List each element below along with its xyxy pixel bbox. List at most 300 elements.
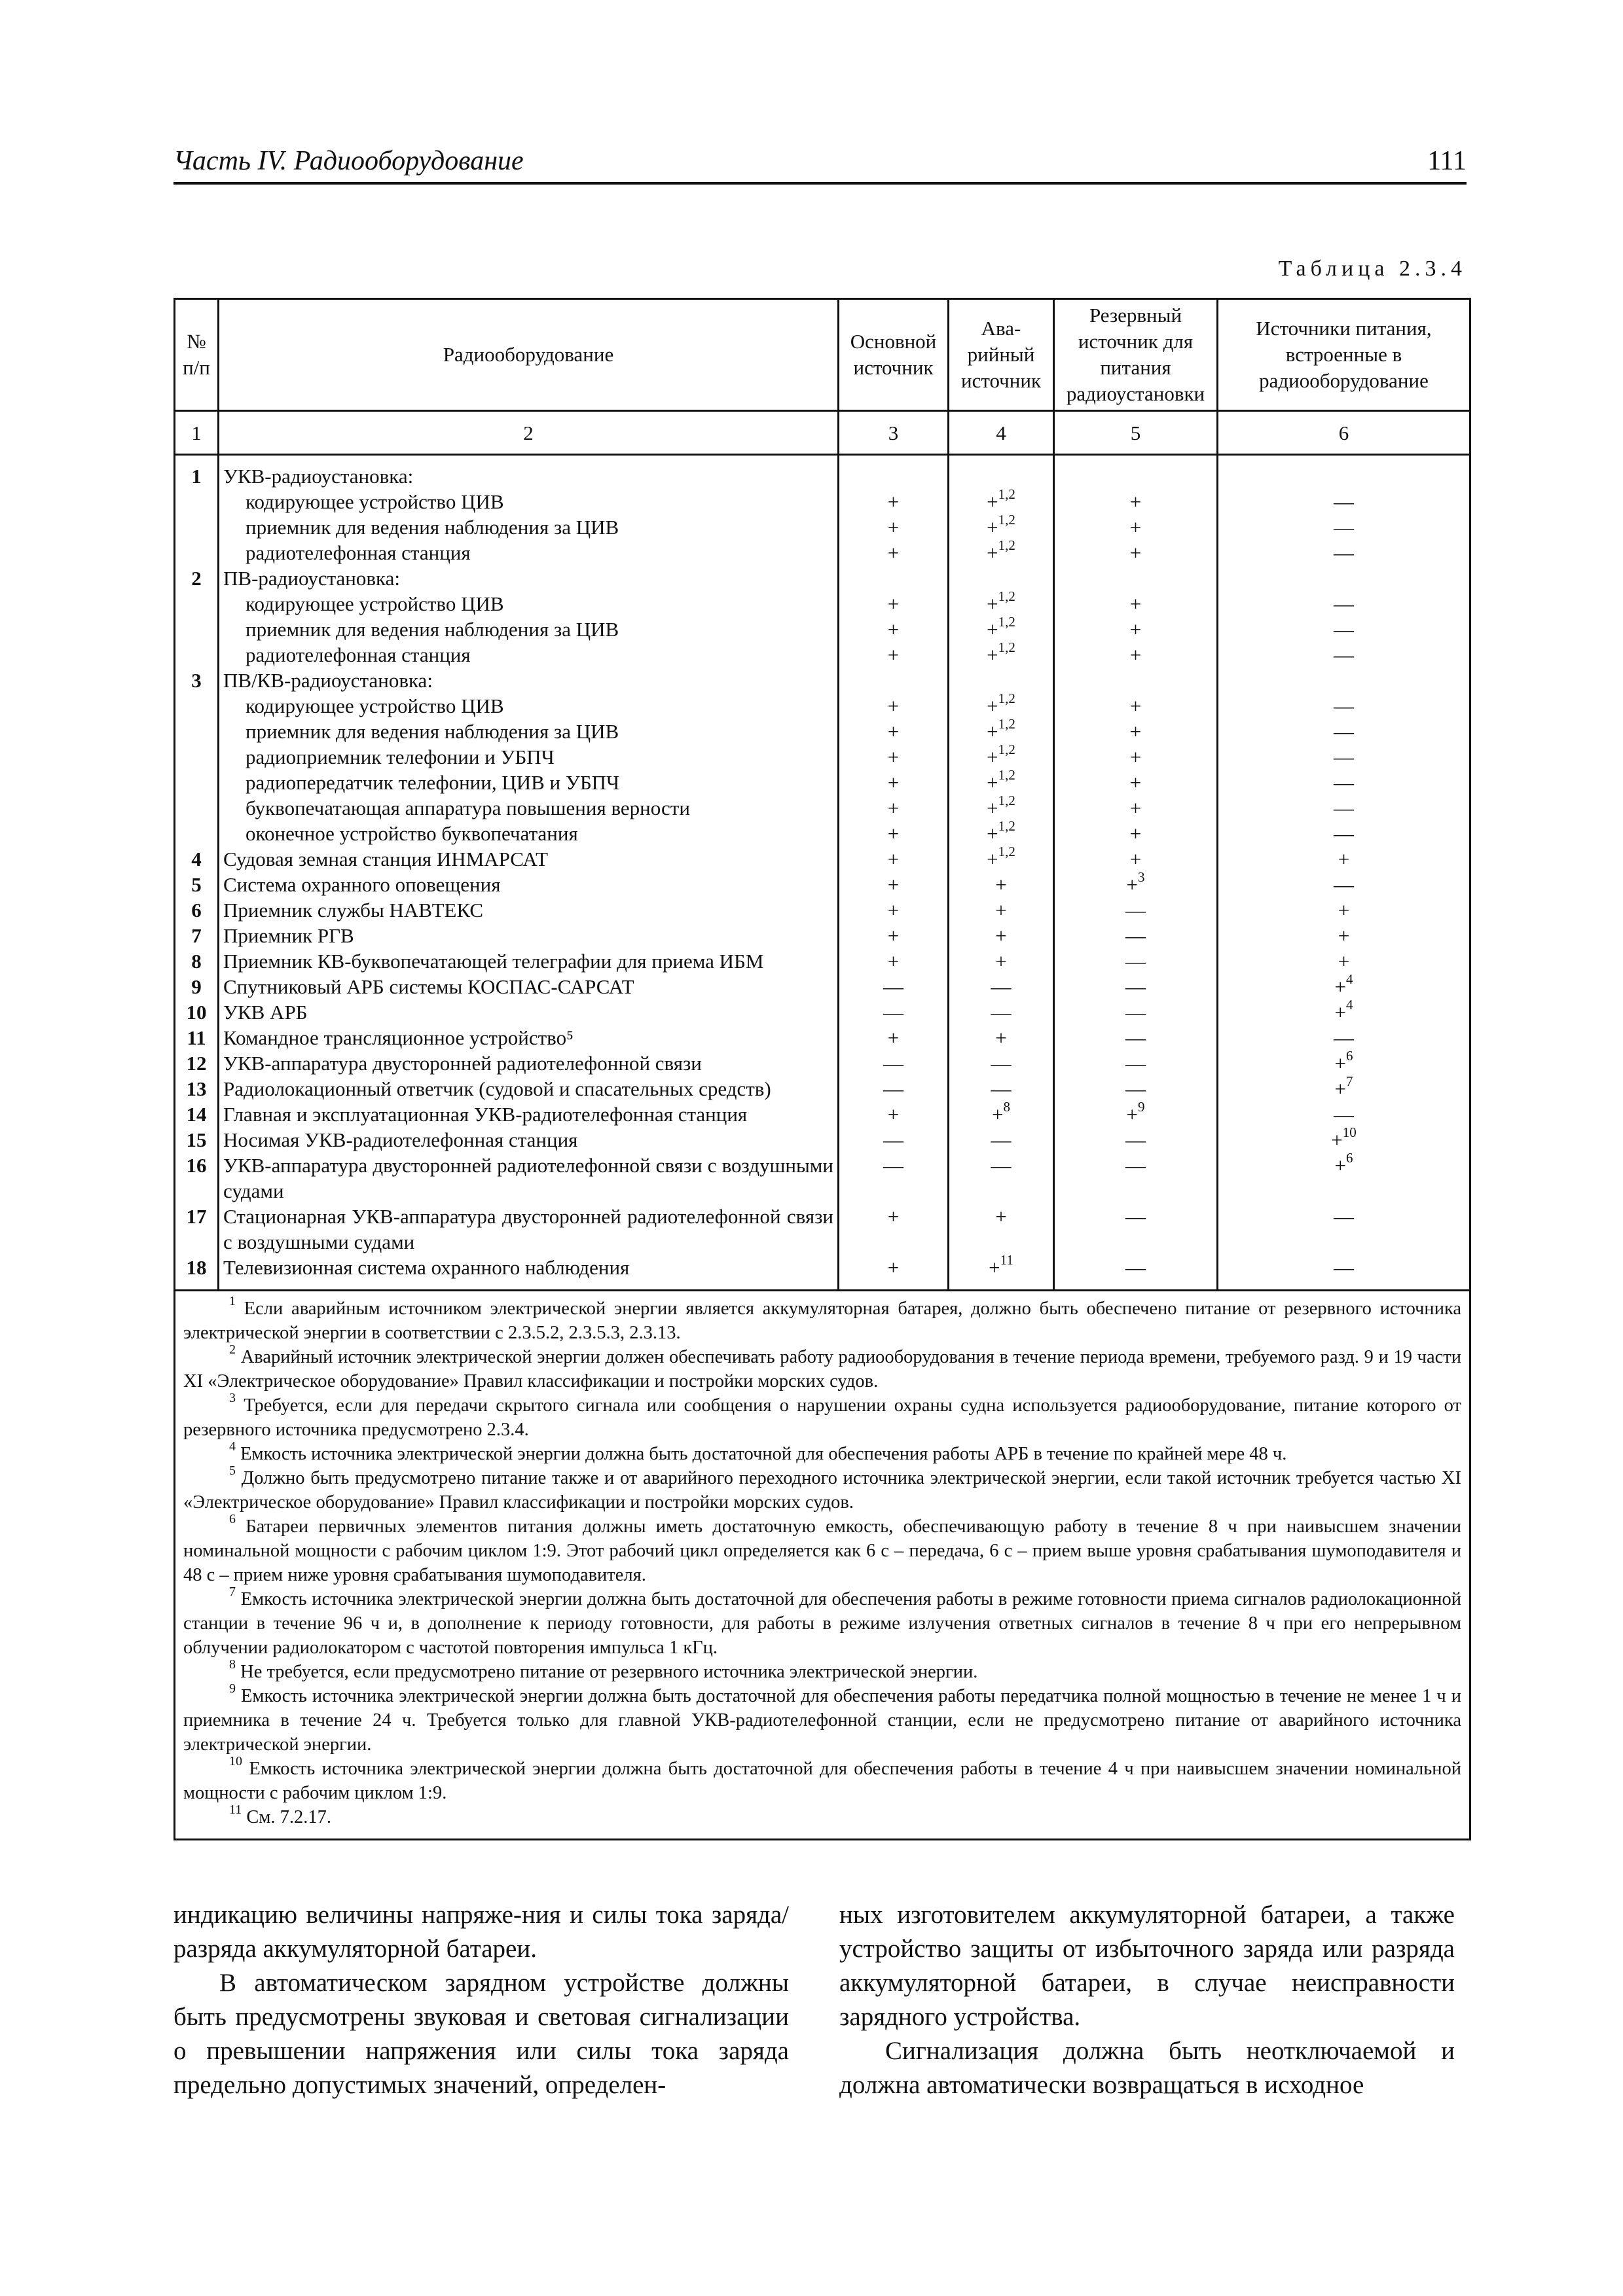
cell-emergency-source <box>949 486 1054 514</box>
cell-symbol: + <box>1126 1103 1138 1126</box>
row-number: 10 <box>175 999 219 1025</box>
cell-emergency-source <box>949 1076 1054 1102</box>
cell-main-source: + <box>839 744 949 770</box>
cell-emergency-source <box>949 1251 1054 1280</box>
equipment-name: радиопередатчик телефонии, ЦИВ и УБПЧ <box>219 770 839 795</box>
cell-main-source: + <box>839 617 949 642</box>
cell-built-in-source <box>1218 463 1470 489</box>
cell-symbol: — <box>1125 975 1146 998</box>
equipment-name: кодирующее устройство ЦИВ <box>219 489 839 514</box>
cell-symbol: + <box>987 745 998 768</box>
cell-main-source: — <box>839 1127 949 1153</box>
cell-main-source: + <box>839 540 949 565</box>
footnote-text: Требуется, если для передачи скрытого сигнала или сообщения о нарушении охраны судна используется радиооборудование, питание которого от резервного источника предусмотрено 2.3.4. <box>183 1395 1461 1440</box>
cell-symbol: — <box>1125 1001 1146 1024</box>
cell-main-source <box>839 565 949 591</box>
row-number <box>175 617 219 642</box>
col-header-emergency-source: Ава-рийный источник <box>949 299 1054 411</box>
table-row <box>175 489 1470 514</box>
equipment-name: Главная и эксплуатационная УКВ-радиотелефонная станция <box>219 1102 839 1127</box>
footnote-ref: 11 <box>1000 1251 1013 1268</box>
row-number <box>175 540 219 565</box>
table-row <box>175 668 1470 693</box>
cell-emergency-source <box>949 897 1054 923</box>
body-paragraph: Сигнализация должна быть неотключаемой и должна автоматически возвращаться в исходное <box>839 2037 1455 2099</box>
running-header <box>173 145 1467 185</box>
cell-symbol: + <box>1334 1052 1346 1075</box>
cell-symbol: + <box>1129 618 1142 641</box>
cell-main-source: + <box>839 1204 949 1255</box>
footnote-ref: 1,2 <box>998 588 1015 604</box>
cell-symbol: + <box>992 1103 1004 1126</box>
equipment-name: приемник для ведения наблюдения за ЦИВ <box>219 617 839 642</box>
cell-symbol: + <box>1334 1077 1346 1100</box>
cell-reserve-source <box>1054 999 1218 1025</box>
cell-built-in-source <box>1218 591 1470 617</box>
col-header-equipment: Радиооборудование <box>219 299 839 411</box>
equipment-name: кодирующее устройство ЦИВ <box>219 693 839 719</box>
cell-main-source: + <box>839 821 949 846</box>
table-footnotes <box>175 1291 1470 1840</box>
footnote-number: 7 <box>229 1584 236 1599</box>
footnote-ref: 6 <box>1345 1149 1353 1166</box>
footnote-ref: 1,2 <box>998 486 1015 502</box>
cell-symbol: — <box>991 1128 1012 1151</box>
cell-built-in-source <box>1218 1149 1470 1204</box>
cell-reserve-source <box>1054 974 1218 999</box>
footnote-number: 9 <box>229 1681 236 1696</box>
table-row <box>175 872 1470 897</box>
cell-symbol: + <box>1338 848 1350 870</box>
cell-symbol: + <box>1338 924 1350 947</box>
cell-reserve-source <box>1054 617 1218 642</box>
footnote-number: 6 <box>229 1511 236 1526</box>
cell-symbol: — <box>1334 490 1354 513</box>
cell-emergency-source <box>949 843 1054 872</box>
cell-symbol: + <box>987 797 998 819</box>
cell-main-source: — <box>839 1076 949 1102</box>
footnote-number: 2 <box>229 1342 236 1357</box>
cell-symbol: + <box>1129 516 1142 539</box>
cell-symbol: + <box>1331 1128 1343 1151</box>
cell-main-source: + <box>839 693 949 719</box>
equipment-name: буквопечатающая аппаратура повышения верности <box>219 795 839 821</box>
cell-symbol: — <box>1334 694 1354 717</box>
cell-symbol: + <box>1129 720 1142 743</box>
cell-emergency-source <box>949 690 1054 719</box>
cell-symbol: — <box>1334 541 1354 564</box>
table-row <box>175 1076 1470 1102</box>
footnote-number: 5 <box>229 1463 236 1478</box>
table-row <box>175 642 1470 668</box>
cell-built-in-source <box>1218 514 1470 540</box>
cell-emergency-source <box>949 817 1054 846</box>
cell-symbol: + <box>1334 1001 1346 1024</box>
cell-main-source: + <box>839 1102 949 1127</box>
footnote-ref: 1,2 <box>998 766 1015 783</box>
row-number <box>175 693 219 719</box>
cell-symbol: — <box>1334 873 1354 896</box>
col-number: 5 <box>1054 411 1218 455</box>
cell-symbol: — <box>1334 1256 1354 1279</box>
cell-main-source: — <box>839 999 949 1025</box>
table-row <box>175 846 1470 872</box>
footnote-text: См. 7.2.17. <box>246 1807 332 1827</box>
equipment-name: радиотелефонная станция <box>219 540 839 565</box>
equipment-name: Система охранного оповещения <box>219 872 839 897</box>
cell-reserve-source <box>1054 1025 1218 1050</box>
cell-reserve-source <box>1054 693 1218 719</box>
cell-symbol: — <box>1334 618 1354 641</box>
cell-built-in-source <box>1218 770 1470 795</box>
row-number: 8 <box>175 948 219 974</box>
cell-symbol: + <box>1129 822 1142 845</box>
table-row <box>175 1204 1470 1255</box>
footnote-number: 10 <box>229 1753 242 1768</box>
equipment-name: Носимая УКВ-радиотелефонная станция <box>219 1127 839 1153</box>
row-number: 7 <box>175 923 219 948</box>
cell-emergency-source <box>949 1153 1054 1204</box>
table-row <box>175 821 1470 846</box>
footnote <box>183 1681 1461 1757</box>
notes-row <box>175 1291 1470 1840</box>
cell-built-in-source <box>1218 489 1470 514</box>
cell-symbol: + <box>1129 541 1142 564</box>
table-header-row <box>175 299 1470 411</box>
cell-built-in-source <box>1218 1047 1470 1076</box>
footnote-text: Емкость источника электрической энергии должна быть достаточной для обеспечения работы передатчика полной мощностью в течение не менее 1 ч и приемника в течение 24 ч. Требуется только для главной УКВ-радиотелефонной станции, если не предусмотрено питание от аварийного источника электрической энергии. <box>183 1686 1461 1755</box>
equipment-name: ПВ/КВ-радиоустановка: <box>219 668 839 693</box>
cell-main-source: + <box>839 1255 949 1280</box>
cell-symbol: — <box>1334 643 1354 666</box>
cell-symbol: + <box>1129 694 1142 717</box>
table-row <box>175 1255 1470 1280</box>
header-title: Часть IV. Радиооборудование <box>173 146 524 176</box>
page-number: 111 <box>1427 146 1467 176</box>
cell-main-source: + <box>839 948 949 974</box>
col-number: 3 <box>839 411 949 455</box>
row-number: 18 <box>175 1255 219 1280</box>
cell-emergency-source <box>949 923 1054 948</box>
table-row <box>175 591 1470 617</box>
cell-reserve-source <box>1054 770 1218 795</box>
cell-symbol: — <box>1125 924 1146 947</box>
cell-emergency-source <box>949 1025 1054 1050</box>
cell-symbol: — <box>1334 797 1354 819</box>
cell-reserve-source <box>1054 1098 1218 1127</box>
cell-symbol: — <box>1334 745 1354 768</box>
cell-symbol: — <box>1125 1256 1146 1279</box>
cell-emergency-source <box>949 537 1054 565</box>
cell-reserve-source <box>1054 463 1218 489</box>
footnote-ref: 8 <box>1003 1098 1010 1115</box>
equipment-name: Приемник КВ-буквопечатающей телеграфии для приема ИБМ <box>219 948 839 974</box>
table-row <box>175 795 1470 821</box>
equipment-name: Радиолокационный ответчик (судовой и спасательных средств) <box>219 1076 839 1102</box>
table-row <box>175 744 1470 770</box>
footnote <box>183 1584 1461 1660</box>
col-header-reserve-source: Резервный источник для питания радиоустановки <box>1054 299 1218 411</box>
footnote <box>183 1511 1461 1587</box>
cell-built-in-source <box>1218 821 1470 846</box>
cell-built-in-source <box>1218 1102 1470 1127</box>
row-number <box>175 770 219 795</box>
footnote-number: 11 <box>229 1802 242 1817</box>
cell-built-in-source <box>1218 693 1470 719</box>
cell-symbol: — <box>991 975 1012 998</box>
equipment-name: приемник для ведения наблюдения за ЦИВ <box>219 514 839 540</box>
row-number <box>175 514 219 540</box>
cell-symbol: + <box>987 720 998 743</box>
cell-emergency-source <box>949 639 1054 668</box>
cell-symbol: — <box>1334 1205 1354 1228</box>
cell-main-source <box>839 668 949 693</box>
cell-emergency-source <box>949 463 1054 489</box>
equipment-name: УКВ АРБ <box>219 999 839 1025</box>
footnote <box>183 1439 1461 1466</box>
row-number <box>175 591 219 617</box>
cell-reserve-source <box>1054 540 1218 565</box>
cell-built-in-source <box>1218 996 1470 1025</box>
row-number <box>175 642 219 668</box>
footnote-number: 4 <box>229 1439 236 1454</box>
cell-symbol: + <box>1338 950 1350 973</box>
footnote-text: Аварийный источник электрической энергии должен обеспечивать работу радиооборудования в течение периода времени, требуемого разд. 9 и 19 части XI «Электрическое оборудование» Правил классификации и постройки морских судов. <box>183 1347 1462 1391</box>
cell-symbol: — <box>1125 1077 1146 1100</box>
cell-symbol: — <box>1334 1103 1354 1126</box>
cell-built-in-source <box>1218 1255 1470 1280</box>
cell-symbol: — <box>991 1052 1012 1075</box>
equipment-name: приемник для ведения наблюдения за ЦИВ <box>219 719 839 744</box>
cell-main-source: + <box>839 770 949 795</box>
cell-symbol: + <box>987 848 998 870</box>
table-row <box>175 1153 1470 1204</box>
table-row <box>175 1127 1470 1153</box>
cell-emergency-source <box>949 1098 1054 1127</box>
cell-symbol: + <box>1129 592 1142 615</box>
cell-built-in-source <box>1218 795 1470 821</box>
cell-built-in-source <box>1218 971 1470 999</box>
cell-built-in-source <box>1218 744 1470 770</box>
row-number <box>175 719 219 744</box>
cell-emergency-source <box>949 588 1054 617</box>
cell-reserve-source <box>1054 846 1218 872</box>
cell-main-source: + <box>839 642 949 668</box>
cell-symbol: + <box>1334 975 1346 998</box>
equipment-name: Стационарная УКВ-аппаратура двусторонней радиотелефонной связи с воздушными судами <box>219 1204 839 1255</box>
row-number: 12 <box>175 1050 219 1076</box>
cell-reserve-source <box>1054 1153 1218 1204</box>
cell-main-source: + <box>839 923 949 948</box>
row-number: 13 <box>175 1076 219 1102</box>
cell-symbol: + <box>1129 797 1142 819</box>
cell-reserve-source <box>1054 642 1218 668</box>
cell-reserve-source <box>1054 744 1218 770</box>
cell-emergency-source <box>949 1127 1054 1153</box>
table-row <box>175 693 1470 719</box>
cell-symbol: + <box>1129 490 1142 513</box>
body-paragraph: ных изготовителем аккумуляторной батареи, а также устройство защиты от избыточного заряда или разряда аккумуляторной батареи, в случае неисправности зарядного устройства. <box>839 1901 1455 2031</box>
row-number <box>175 489 219 514</box>
table-row <box>175 463 1470 489</box>
col-header-no: № п/п <box>175 299 219 411</box>
col-number: 1 <box>175 411 219 455</box>
cell-symbol: — <box>1334 516 1354 539</box>
cell-reserve-source <box>1054 719 1218 744</box>
footnote-text: Емкость источника электрической энергии должна быть достаточной для обеспечения работы в режиме готовности приема сигналов радиолокационной станции в течение 96 ч и, в дополнение к периоду готовности, для работы в режиме излучения ответных сигналов в течение 8 ч при его непрерывном облучении радиолокатором с частотой повторения импульса 1 кГц. <box>183 1589 1461 1658</box>
cell-symbol: + <box>1129 643 1142 666</box>
equipment-name: радиотелефонная станция <box>219 642 839 668</box>
cell-symbol: — <box>991 1001 1012 1024</box>
row-number: 14 <box>175 1102 219 1127</box>
row-number <box>175 795 219 821</box>
cell-emergency-source <box>949 1204 1054 1255</box>
cell-symbol: — <box>1334 592 1354 615</box>
footnote <box>183 1463 1461 1515</box>
row-number: 15 <box>175 1127 219 1153</box>
footnote-text: Батареи первичных элементов питания должны иметь достаточную емкость, обеспечивающую работу в течение 8 ч при наивысшем значении номинальной мощности с рабочим циклом 1:9. Этот рабочий цикл определяется как 6 с – передача, 6 с – прием выше уровня срабатывания шумоподавителя и 48 с – прием ниже уровня срабатывания шумоподавителя. <box>183 1516 1461 1585</box>
cell-built-in-source <box>1218 846 1470 872</box>
cell-symbol: + <box>995 924 1007 947</box>
cell-reserve-source <box>1054 948 1218 974</box>
cell-built-in-source <box>1218 719 1470 744</box>
row-number: 1 <box>175 463 219 489</box>
cell-built-in-source <box>1218 1025 1470 1050</box>
cell-symbol: + <box>1334 1154 1346 1177</box>
table-row <box>175 719 1470 744</box>
table-row <box>175 1050 1470 1076</box>
body-column-right <box>839 1898 1455 2102</box>
cell-main-source: — <box>839 1050 949 1076</box>
cell-symbol: + <box>1338 899 1350 922</box>
equipment-name: Телевизионная система охранного наблюдения <box>219 1255 839 1280</box>
cell-symbol: + <box>987 643 998 666</box>
cell-symbol: — <box>1334 720 1354 743</box>
cell-reserve-source <box>1054 668 1218 693</box>
table-row <box>175 540 1470 565</box>
equipment-name: УКВ-аппаратура двусторонней радиотелефонной связи с воздушными судами <box>219 1153 839 1204</box>
cell-reserve-source <box>1054 565 1218 591</box>
cell-emergency-source <box>949 565 1054 591</box>
cell-symbol: — <box>1334 1026 1354 1049</box>
footnote-ref: 1,2 <box>998 715 1015 732</box>
footnote <box>183 1753 1462 1805</box>
cell-emergency-source <box>949 741 1054 770</box>
cell-reserve-source <box>1054 923 1218 948</box>
table-row <box>175 617 1470 642</box>
cell-symbol: + <box>995 1205 1007 1228</box>
table-body-end <box>175 1280 1470 1291</box>
cell-main-source: + <box>839 1025 949 1050</box>
row-number: 17 <box>175 1204 219 1255</box>
footnote-ref: 9 <box>1137 1098 1145 1115</box>
cell-emergency-source <box>949 948 1054 974</box>
cell-emergency-source <box>949 792 1054 821</box>
cell-symbol: + <box>1129 745 1142 768</box>
cell-symbol: — <box>1334 771 1354 794</box>
cell-main-source: + <box>839 872 949 897</box>
cell-symbol: + <box>987 694 998 717</box>
cell-symbol: — <box>1125 1026 1146 1049</box>
body-paragraph: индикацию величины напряже-ния и силы тока заряда/ разряда аккумуляторной батареи. <box>173 1901 789 1963</box>
table-row <box>175 565 1470 591</box>
equipment-name: Приемник РГВ <box>219 923 839 948</box>
cell-main-source: — <box>839 1153 949 1204</box>
cell-symbol: + <box>995 950 1007 973</box>
cell-reserve-source <box>1054 821 1218 846</box>
footnote-ref: 1,2 <box>998 537 1015 553</box>
footnote-text: Если аварийным источником электрической энергии является аккумуляторная батарея, должно быть обеспечено питание от резервного источника электрической энергии в соответствии с 2.3.5.2, 2.3.5.3, 2.3.13. <box>183 1299 1462 1343</box>
cell-reserve-source <box>1054 869 1218 897</box>
cell-built-in-source <box>1218 565 1470 591</box>
cell-symbol: + <box>995 899 1007 922</box>
col-header-main-source: Основной источник <box>839 299 949 411</box>
footnote-number: 1 <box>229 1293 236 1308</box>
row-number: 2 <box>175 565 219 591</box>
cell-reserve-source <box>1054 795 1218 821</box>
cell-main-source: + <box>839 897 949 923</box>
cell-reserve-source <box>1054 1255 1218 1280</box>
col-header-built-in-source: Источники питания, встроенные в радиооборудование <box>1218 299 1470 411</box>
cell-emergency-source <box>949 668 1054 693</box>
cell-built-in-source <box>1218 540 1470 565</box>
footnote <box>183 1390 1461 1442</box>
cell-emergency-source <box>949 872 1054 897</box>
table-row <box>175 1025 1470 1050</box>
cell-symbol: + <box>995 873 1007 896</box>
cell-reserve-source <box>1054 489 1218 514</box>
footnote-text: Должно быть предусмотрено питание также и от аварийного переходного источника электрической энергии, если такой источник требуется частью XI «Электрическое оборудование» Правил классификации и постройки морских судов. <box>183 1468 1461 1513</box>
cell-main-source: — <box>839 974 949 999</box>
footnote-ref: 1,2 <box>998 511 1015 528</box>
cell-built-in-source <box>1218 617 1470 642</box>
cell-built-in-source <box>1218 1204 1470 1255</box>
footnote <box>183 1342 1462 1393</box>
col-number: 4 <box>949 411 1054 455</box>
footnote-ref: 7 <box>1345 1073 1353 1089</box>
cell-emergency-source <box>949 511 1054 540</box>
cell-symbol: — <box>1125 1052 1146 1075</box>
cell-symbol: + <box>989 1256 1000 1279</box>
cell-main-source: + <box>839 489 949 514</box>
equipment-name: Приемник службы НАВТЕКС <box>219 897 839 923</box>
col-number: 6 <box>1218 411 1470 455</box>
table-row <box>175 974 1470 999</box>
footnote <box>183 1657 1461 1684</box>
row-number: 11 <box>175 1025 219 1050</box>
cell-main-source: + <box>839 514 949 540</box>
footnote-text: Емкость источника электрической энергии должна быть достаточной для обеспечения работы АРБ в течение по крайней мере 48 ч. <box>240 1444 1287 1464</box>
footnote-ref: 6 <box>1345 1047 1353 1064</box>
row-number: 6 <box>175 897 219 923</box>
cell-symbol: — <box>1334 822 1354 845</box>
cell-symbol: + <box>987 618 998 641</box>
cell-reserve-source <box>1054 1127 1218 1153</box>
footnote-ref: 1,2 <box>998 690 1015 706</box>
table-row <box>175 999 1470 1025</box>
cell-symbol: — <box>1125 899 1146 922</box>
cell-symbol: + <box>987 592 998 615</box>
footnote-ref: 1,2 <box>998 792 1015 808</box>
footnote-ref: 4 <box>1345 996 1353 1013</box>
body-paragraph: В автоматическом зарядном устройстве должны быть предусмотрены звуковая и световая сигнализации о превышении напряжения или силы тока заряда предельно допустимых значений, определен- <box>173 1969 789 2099</box>
footnote-ref: 3 <box>1137 869 1145 885</box>
table-row <box>175 897 1470 923</box>
cell-symbol: + <box>1129 848 1142 870</box>
table-row <box>175 1102 1470 1127</box>
cell-built-in-source <box>1218 948 1470 974</box>
footnote-ref: 10 <box>1342 1124 1357 1140</box>
